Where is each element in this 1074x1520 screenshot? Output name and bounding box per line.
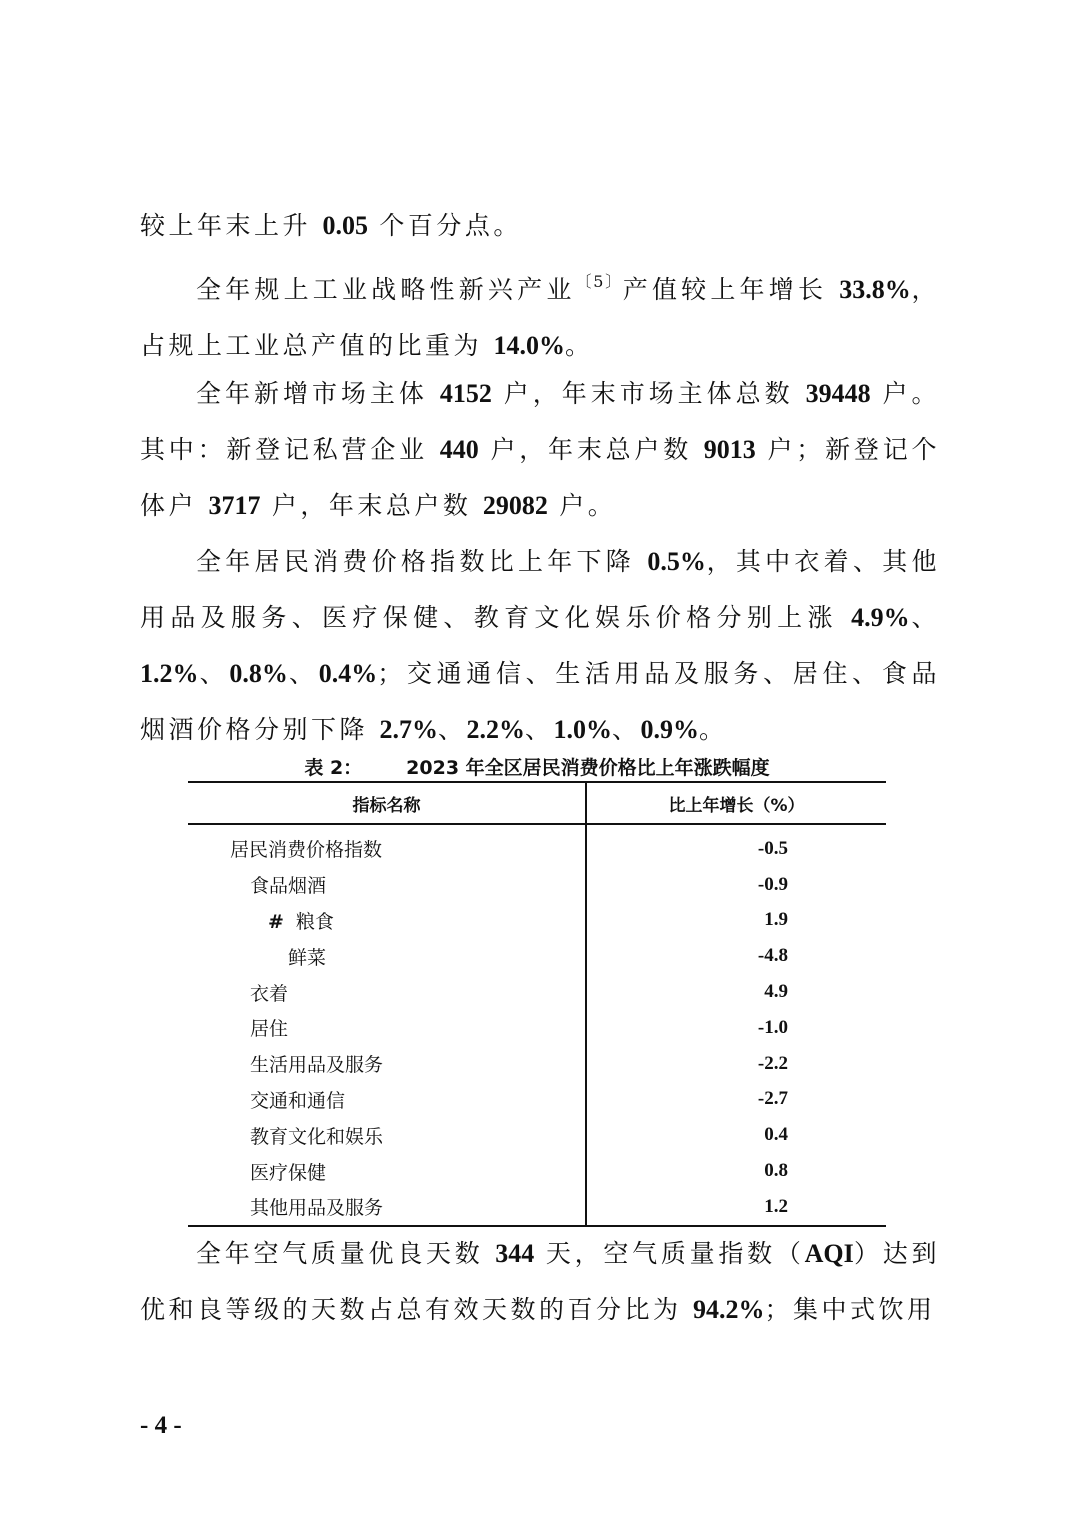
- row-name: 食品烟酒: [188, 867, 586, 903]
- text: 较上年末上升: [140, 211, 323, 240]
- separator: 、: [611, 715, 641, 744]
- row-name: 医疗保健: [188, 1153, 586, 1189]
- row-value: -2.2: [757, 1052, 788, 1074]
- table-header-row: [188, 782, 886, 824]
- text: ；集中式饮用: [764, 1295, 936, 1324]
- text: 户，年末总户数: [478, 435, 704, 464]
- header-indicator-name: 指标名称: [188, 782, 586, 824]
- paragraph-5: [140, 1226, 940, 1338]
- row-name: 鲜菜: [188, 938, 586, 974]
- table-row: [188, 974, 886, 1010]
- table-row: [188, 1189, 886, 1226]
- subitem-marker: #: [268, 910, 284, 933]
- row-name: 粮食: [295, 910, 334, 933]
- header-growth: 比上年增长（%）: [586, 782, 886, 824]
- row-value: -1.0: [757, 1016, 788, 1038]
- table-row: [188, 1010, 886, 1046]
- separator: 、: [287, 659, 319, 688]
- row-name: 居住: [188, 1010, 586, 1046]
- separator: 、: [198, 659, 230, 688]
- paragraph-2: [140, 254, 940, 374]
- row-name: 其他用品及服务: [188, 1189, 586, 1226]
- value: 1.2%: [140, 659, 199, 688]
- footnote-ref: 〔5〕: [575, 272, 623, 291]
- paragraph-4: [140, 534, 940, 758]
- table-row: [188, 1153, 886, 1189]
- text: ；交通通信、生活用品及服务、居住、食品烟酒价格分别下降: [140, 659, 940, 744]
- value: AQI: [804, 1239, 854, 1268]
- separator: 、: [524, 715, 554, 744]
- text: ，占规上工业总产值的比重为: [140, 275, 940, 360]
- row-name: 生活用品及服务: [188, 1046, 586, 1082]
- value: 1.0%: [553, 715, 612, 744]
- value: 0.9%: [640, 715, 699, 744]
- row-value: -0.9: [757, 873, 788, 895]
- paragraph-3: [140, 366, 940, 534]
- text: 户，年末总户数: [260, 491, 483, 520]
- separator: 、: [437, 715, 467, 744]
- value: 344: [495, 1239, 535, 1268]
- value: 0.8%: [229, 659, 288, 688]
- table-row: [188, 867, 886, 903]
- text: 全年空气质量优良天数: [196, 1239, 496, 1268]
- text: 户；新登记个体户: [140, 435, 940, 520]
- table-caption: [188, 753, 886, 780]
- row-name: 交通和通信: [188, 1082, 586, 1118]
- text: 。: [699, 715, 728, 744]
- table-row: [188, 824, 886, 867]
- row-value: 1.9: [764, 909, 788, 931]
- row-value: 4.9: [764, 981, 788, 1003]
- table-row: [188, 1117, 886, 1153]
- text: 全年新增市场主体: [196, 379, 440, 408]
- row-name: 教育文化和娱乐: [188, 1117, 586, 1153]
- table-row: [188, 1046, 886, 1082]
- row-value: -2.7: [757, 1088, 788, 1110]
- row-value: -0.5: [757, 837, 788, 859]
- value: 39448: [805, 379, 871, 408]
- cpi-table: [188, 781, 886, 1227]
- table-title: 2023 年全区居民消费价格比上年涨跌幅度: [406, 757, 770, 779]
- value: 9013: [703, 435, 756, 464]
- value: 0.5%: [647, 547, 706, 576]
- text: ，其中衣着、其他用品及服务、医疗保健、教育文化娱乐价格分别上涨: [140, 547, 940, 632]
- table-number: 表 2：: [304, 757, 363, 779]
- text: 天，空气质量指数（: [534, 1239, 805, 1268]
- row-value: 0.4: [764, 1124, 788, 1146]
- value: 2.7%: [379, 715, 438, 744]
- value: 29082: [482, 491, 548, 520]
- value: 94.2%: [692, 1295, 765, 1324]
- text: 产值较上年增长: [622, 275, 840, 304]
- separator: 、: [909, 603, 940, 632]
- value: 0.4%: [318, 659, 378, 688]
- text: 全年居民消费价格指数比上年下降: [196, 547, 648, 576]
- paragraph-1: [140, 198, 940, 254]
- value: 2.2%: [466, 715, 525, 744]
- value: 4.9%: [851, 603, 910, 632]
- value: 440: [439, 435, 479, 464]
- row-name-cell: [188, 903, 586, 939]
- row-name: 居民消费价格指数: [188, 824, 586, 867]
- text: 全年规上工业战略性新兴产业: [196, 275, 576, 304]
- row-value: -4.8: [757, 945, 788, 967]
- table-row: [188, 903, 886, 939]
- row-name: 衣着: [188, 974, 586, 1010]
- value: 3717: [208, 491, 261, 520]
- page-number: - 4 -: [140, 1412, 182, 1439]
- text: 个百分点。: [367, 211, 522, 240]
- text: 。: [564, 331, 594, 360]
- text: 户。: [547, 491, 617, 520]
- row-value: 0.8: [764, 1160, 788, 1182]
- value: 0.05: [322, 211, 368, 240]
- value: 14.0%: [493, 331, 565, 360]
- text: ）达到优和良等级的天数占总有效天数的百分比为: [140, 1239, 940, 1324]
- table-row: [188, 938, 886, 974]
- value: 33.8%: [839, 275, 911, 304]
- text: 户。其中：新登记私营企业: [140, 379, 940, 464]
- row-value: 1.2: [586, 1189, 886, 1226]
- table-row: [188, 1082, 886, 1118]
- text: 户，年末市场主体总数: [491, 379, 806, 408]
- value: 4152: [439, 379, 492, 408]
